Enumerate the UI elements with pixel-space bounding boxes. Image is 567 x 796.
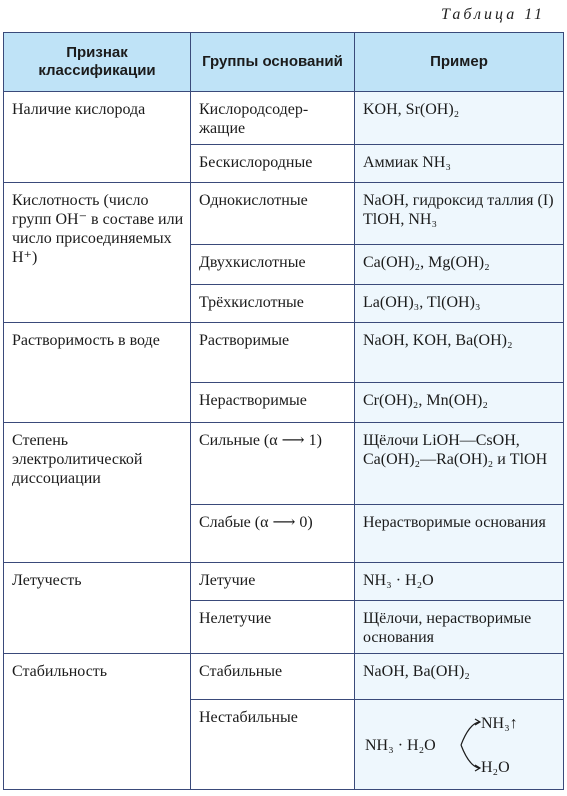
example-cell: NaOH, Ba(OH)₂ [355,654,564,700]
example-cell: Ca(OH)₂, Mg(OH)₂ [355,245,564,285]
example-cell: NaOH, гидроксид таллия (I) TlOH, NH₃ [355,183,564,245]
table-row [4,323,564,383]
header-example: Пример [355,33,564,92]
header-criterion: Признак классификации [4,33,191,92]
group-cell: Трёхкислотные [191,285,355,323]
bases-classification-table [3,32,564,790]
criterion-solubility: Растворимость в воде [4,323,191,423]
group-cell: Летучие [191,563,355,601]
criterion-dissociation: Степень электролитической диссоциации [4,423,191,563]
criterion-oxygen: Наличие кислорода [4,92,191,183]
group-cell: Кислородсодер-жащие [191,92,355,145]
table-row [4,654,564,700]
header-groups: Группы оснований [191,33,355,92]
example-cell: Cr(OH)₂, Mn(OH)₂ [355,383,564,423]
decomposition-reactant: NH₃ · H₂O [365,737,436,754]
table-row [4,183,564,245]
branch-arrows-icon [459,716,483,774]
example-cell: Аммиак NH₃ [355,145,564,183]
example-cell: Щёлочи, нерастворимые основания [355,601,564,654]
example-cell: La(OH)₃, Tl(OH)₃ [355,285,564,323]
table-row [4,423,564,505]
decomposition-product-water: H₂O [481,759,510,776]
decomposition-product-gas: NH₃↑ [481,715,518,732]
group-cell: Растворимые [191,323,355,383]
table-header-row [4,33,564,92]
example-cell: Нерастворимые основания [355,505,564,563]
group-cell: Нестабильные [191,700,355,790]
criterion-stability: Стабильность [4,654,191,790]
example-cell: NH₃ · H₂O [355,563,564,601]
example-cell-decomposition [355,700,564,790]
example-cell: Щёлочи LiOH—CsOH, Ca(OH)₂—Ra(OH)₂ и TlOH [355,423,564,505]
criterion-volatility: Летучесть [4,563,191,654]
table-row [4,92,564,145]
group-cell: Сильные (α ⟶ 1) [191,423,355,505]
group-cell: Слабые (α ⟶ 0) [191,505,355,563]
group-cell: Двухкислотные [191,245,355,285]
table-caption: Таблица 11 [441,6,545,23]
decomposition-diagram [363,714,557,776]
group-cell: Стабильные [191,654,355,700]
example-cell: NaOH, KOH, Ba(OH)₂ [355,323,564,383]
table-row [4,563,564,601]
criterion-acidity: Кислотность (число групп OH⁻ в составе или число присоединяемых H⁺) [4,183,191,323]
group-cell: Нелетучие [191,601,355,654]
group-cell: Однокислотные [191,183,355,245]
group-cell: Нерастворимые [191,383,355,423]
group-cell: Бескислородные [191,145,355,183]
example-cell: KOH, Sr(OH)₂ [355,92,564,145]
